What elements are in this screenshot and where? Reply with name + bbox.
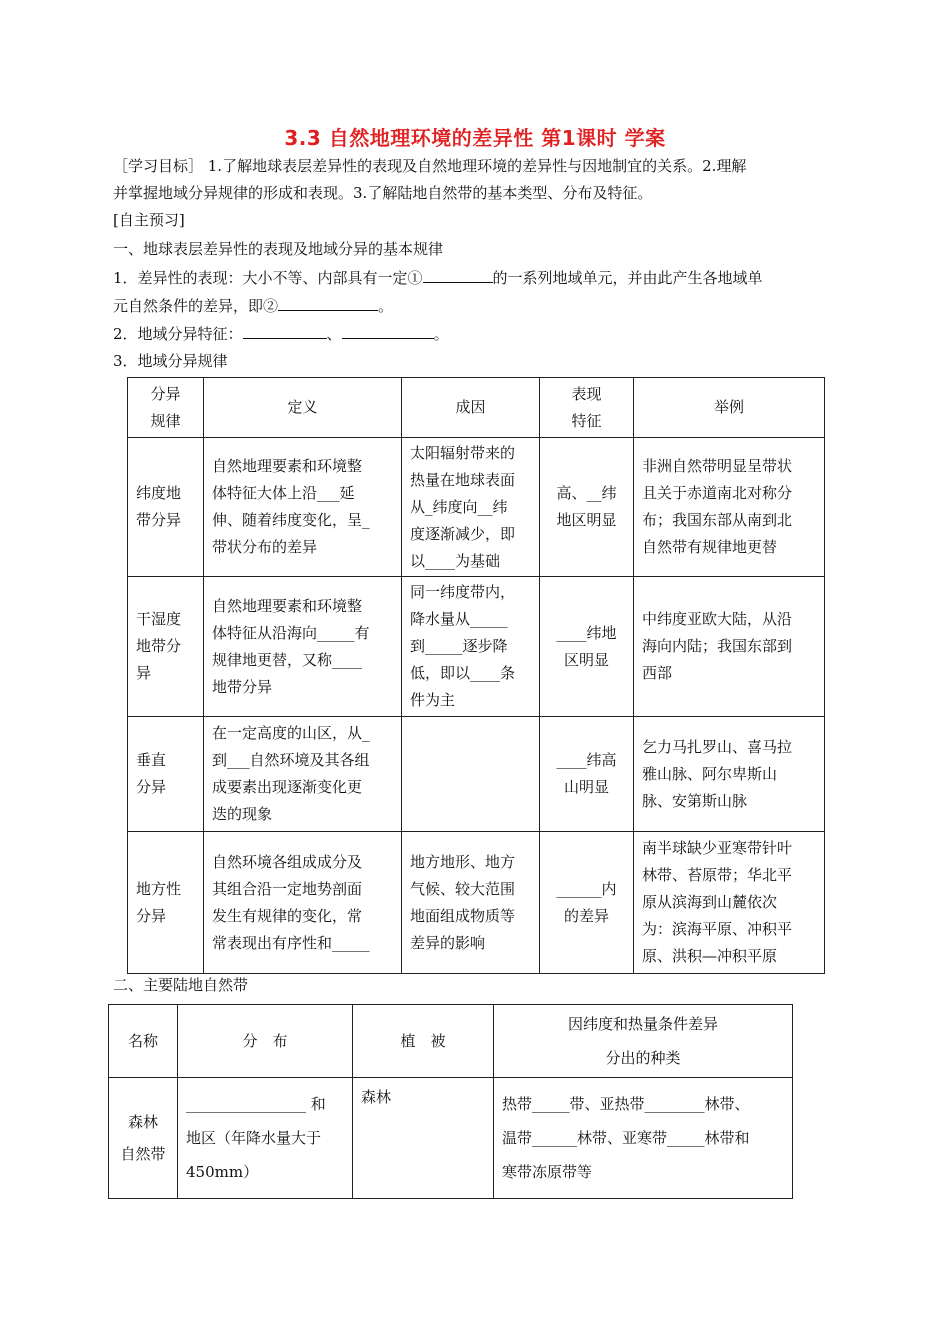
table-row	[128, 438, 825, 577]
item1-text-a: 1．差异性的表现：大小不等、内部具有一定①	[113, 269, 423, 287]
table-cell: ______内 的差异	[540, 832, 634, 974]
header-cell: 定义	[204, 378, 402, 438]
table-row	[128, 577, 825, 717]
section2-heading: 二、主要陆地自然带	[113, 976, 249, 994]
table-cell: 在一定高度的山区，从_ 到___自然环境及其各组 成要素出现逐渐变化更 迭的现象	[204, 717, 402, 832]
natural-zones-table	[108, 1004, 793, 1199]
table-cell: 干湿度 地带分 异	[128, 577, 204, 717]
table-cell: 太阳辐射带来的 热量在地球表面 从_纬度向__纬 度逐渐减少，即 以____为基础	[402, 438, 540, 577]
header-cell: 举例	[634, 378, 825, 438]
table-row	[128, 717, 825, 832]
table-cell: 南半球缺少亚寒带针叶 林带、苔原带；华北平 原从滨海到山麓依次 为：滨海平原、冲积平 原、洪积—冲积平原	[634, 832, 825, 974]
item2-end: 。	[433, 325, 449, 343]
header-cell: 表现 特征	[540, 378, 634, 438]
item1-text-c: 元自然条件的差异，即②	[113, 297, 279, 315]
table-cell: 自然环境各组成成分及 其组合沿一定地势剖面 发生有规律的变化，常 常表现出有序性和_____	[204, 832, 402, 974]
objectives-line-2: 并掌握地域分异规律的形成和表现。3.了解陆地自然带的基本类型、分布及特征。	[113, 184, 653, 202]
table-cell: 热带_____带、亚热带________林带、 温带______林带、亚寒带_____林带和 寒带冻原带等	[494, 1078, 793, 1199]
table-header-row	[128, 378, 825, 438]
header-cell: 名称	[109, 1005, 178, 1078]
blank-2[interactable]	[278, 293, 378, 311]
item1-line-1	[113, 265, 763, 292]
zonation-table	[127, 377, 825, 974]
item1-line-2	[113, 293, 393, 320]
blank-4[interactable]	[342, 321, 434, 339]
table-header-row	[109, 1005, 793, 1078]
table-cell	[402, 717, 540, 832]
item2-sep: 、	[326, 325, 342, 343]
item2-text: 2．地域分异特征：	[113, 325, 243, 343]
table-cell: ____纬高 山明显	[540, 717, 634, 832]
blank-1[interactable]	[423, 265, 493, 283]
table-cell: ________________ 和 地区（年降水量大于 450mm）	[178, 1078, 353, 1199]
section1-heading: 一、地球表层差异性的表现及地域分异的基本规律	[113, 240, 444, 258]
header-cell: 分 布	[178, 1005, 353, 1078]
objectives-line-1: ［学习目标］ 1.了解地球表层差异性的表现及自然地理环境的差异性与因地制宜的关系。2.理解	[113, 157, 747, 175]
table-cell: 地方性 分异	[128, 832, 204, 974]
table-row	[109, 1078, 793, 1199]
table-cell: 自然地理要素和环境整 体特征从沿海向_____有 规律地更替，又称____ 地带分异	[204, 577, 402, 717]
item3-line: 3．地域分异规律	[113, 352, 228, 370]
table-cell: 森林 自然带	[109, 1078, 178, 1199]
table-cell: 垂直 分异	[128, 717, 204, 832]
table-cell: 同一纬度带内， 降水量从_____ 到_____逐步降 低，即以____条 件为主	[402, 577, 540, 717]
table-cell: ____纬地 区明显	[540, 577, 634, 717]
table-cell: 地方地形、地方 气候、较大范围 地面组成物质等 差异的影响	[402, 832, 540, 974]
header-cell: 分异 规律	[128, 378, 204, 438]
preview-heading: [自主预习]	[113, 211, 185, 229]
header-cell: 因纬度和热量条件差异 分出的种类	[494, 1005, 793, 1078]
blank-3[interactable]	[243, 321, 327, 339]
header-cell: 成因	[402, 378, 540, 438]
header-cell: 植 被	[353, 1005, 494, 1078]
item2-line	[113, 321, 449, 348]
table-row	[128, 832, 825, 974]
table-cell: 森林	[353, 1078, 494, 1199]
table-cell: 非洲自然带明显呈带状 且关于赤道南北对称分 布；我国东部从南到北 自然带有规律地更替	[634, 438, 825, 577]
item1-end: 。	[378, 297, 394, 315]
table-cell: 纬度地 带分异	[128, 438, 204, 577]
table-cell: 中纬度亚欧大陆，从沿 海向内陆；我国东部到 西部	[634, 577, 825, 717]
table-cell: 自然地理要素和环境整 体特征大体上沿___延 伸、随着纬度变化，呈_ 带状分布的差异	[204, 438, 402, 577]
table-cell: 乞力马扎罗山、喜马拉 雅山脉、阿尔卑斯山 脉、安第斯山脉	[634, 717, 825, 832]
item1-text-b: 的一系列地域单元，并由此产生各地域单	[492, 269, 763, 287]
page-title: 3.3 自然地理环境的差异性 第1课时 学案	[284, 126, 666, 150]
table-cell: 高、__纬 地区明显	[540, 438, 634, 577]
